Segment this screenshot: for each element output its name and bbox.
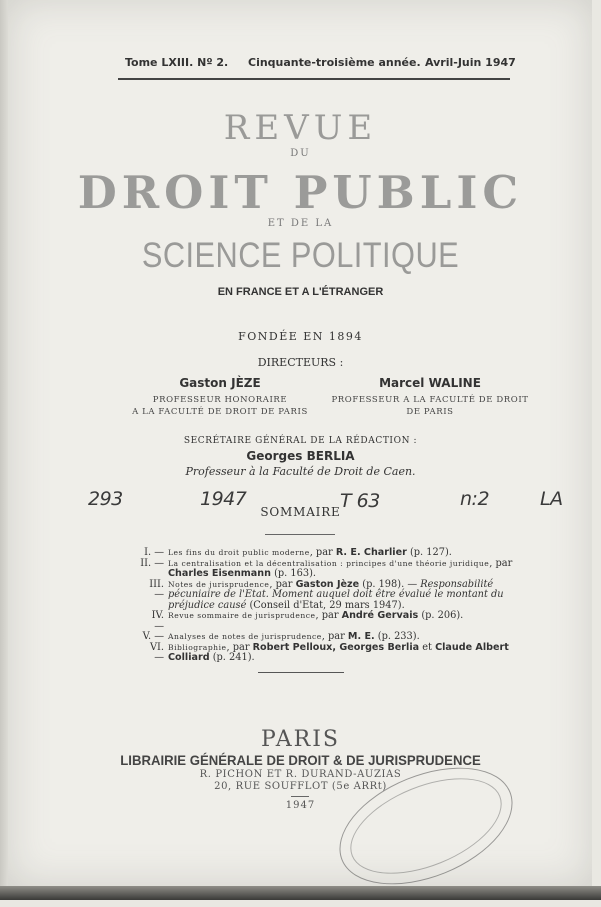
sommaire-list: [140, 548, 520, 664]
publisher-name: LIBRAIRIE GÉNÉRALE DE DROIT & DE JURISPRUDENCE: [120, 752, 481, 768]
list-item: II. — La centralisation et la décentralisation : principes d'une théorie juridique, par Charles Eisenmann (p. 163).: [140, 557, 513, 579]
publisher-rule: [291, 796, 309, 797]
directeurs-label: DIRECTEURS :: [257, 356, 344, 369]
sommaire-title: SOMMAIRE: [260, 505, 341, 519]
secretaire-label: SECRÉTAIRE GÉNÉRAL DE LA RÉDACTION :: [183, 436, 418, 446]
director-right-line1: PROFESSEUR A LA FACULTÉ DE DROIT: [331, 395, 529, 405]
handwritten-n2: n:2: [460, 488, 490, 510]
sommaire-rule: [265, 534, 335, 535]
title-science-politique: SCIENCE POLITIQUE: [141, 236, 460, 275]
title-revue: REVUE: [223, 108, 378, 148]
secretaire-title: Professeur à la Faculté de Droit de Caen.: [185, 465, 416, 478]
handwritten-la: LA: [540, 488, 563, 510]
publisher-city: PARIS: [261, 727, 340, 752]
list-item: IV. — Revue sommaire de jurisprudence, par André Gervais (p. 206).: [151, 610, 464, 632]
director-left-line1: PROFESSEUR HONORAIRE: [152, 395, 288, 405]
title-subtitle: EN FRANCE ET A L'ÉTRANGER: [217, 286, 384, 298]
title-droit-public: DROIT PUBLIC: [77, 166, 524, 219]
publisher-line1: R. PICHON ET R. DURAND-AUZIAS: [199, 769, 402, 780]
sommaire-bottom-rule: [258, 672, 344, 673]
header-rule: [118, 78, 510, 80]
list-item: I. — Les fins du droit public moderne, par R. E. Charlier (p. 127).: [144, 547, 452, 558]
publisher-line2: 20, RUE SOUFFLOT (5e ARRt): [214, 781, 387, 792]
handwritten-t63: T 63: [340, 490, 380, 512]
director-left-line2: A LA FACULTÉ DE DROIT DE PARIS: [132, 407, 308, 417]
director-right-name: Marcel WALINE: [379, 376, 481, 390]
title-du: DU: [290, 148, 311, 159]
title-et-de-la: ET DE LA: [267, 218, 334, 229]
handwritten-1947: 1947: [200, 488, 247, 510]
list-item: III. — Notes de jurisprudence, par Gaston Jèze (p. 198). — Responsabilité pécuniaire de l'Etat. Moment auquel doit être évalué le montant du préjudice causé (Conseil d'Etat, 29 mars 1947).: [149, 578, 504, 611]
director-left: [120, 376, 320, 418]
page-edge-bottom: [0, 886, 601, 900]
publisher-year: 1947: [285, 800, 316, 811]
header-annee: Cinquante-troisième année.: [248, 56, 421, 69]
list-item: VI. — Bibliographie, par Robert Pelloux, Georges Berlia et Claude Albert Colliard (p. 241).: [149, 641, 509, 663]
handwritten-293: 293: [88, 488, 123, 510]
fondee-line: FONDÉE EN 1894: [238, 330, 363, 343]
secretaire-name: Georges BERLIA: [246, 449, 355, 463]
header-date: Avril-Juin 1947: [425, 56, 516, 69]
director-right: [330, 376, 530, 418]
director-left-name: Gaston JÈZE: [179, 376, 261, 390]
director-right-line2: DE PARIS: [406, 407, 454, 417]
list-item: V. — Analyses de notes de jurisprudence, par M. E. (p. 233).: [142, 631, 420, 642]
header-tome: Tome LXIII. Nº 2.: [125, 56, 229, 69]
